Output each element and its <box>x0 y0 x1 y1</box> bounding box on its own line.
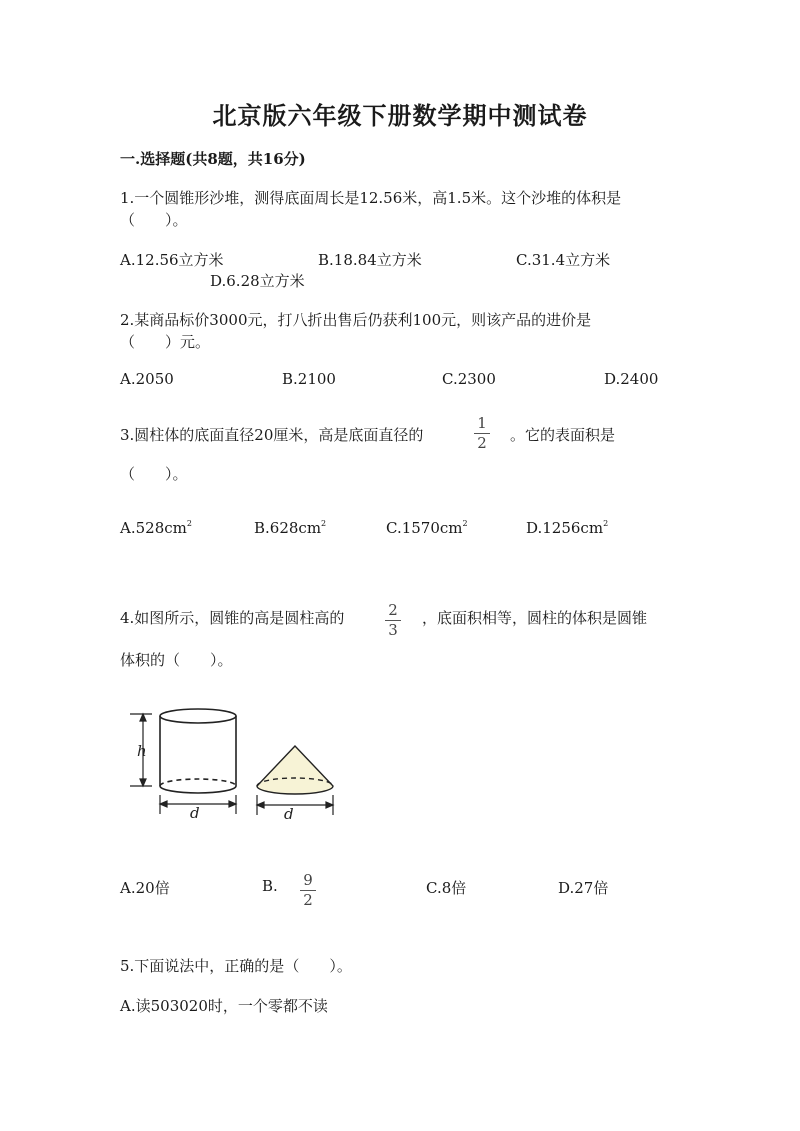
question-3-option-c: $C.1570cm^2$ <box>386 519 468 537</box>
question-4-option-b: B. <box>262 877 278 895</box>
question-3-fraction <box>474 415 490 452</box>
cone-diameter-label: d <box>284 805 294 823</box>
question-2-option-d: D.2400 <box>604 370 659 388</box>
cylinder-diameter-label: d <box>190 804 200 822</box>
page-title: 北京版六年级下册数学期中测试卷 <box>212 101 588 130</box>
question-2-option-a: A.2050 <box>120 370 174 388</box>
cylinder-cone-figure <box>120 695 350 835</box>
question-1-option-b: B.18.84立方米 <box>318 251 422 269</box>
question-2-text: 2.某商品标价3000元，打八折出售后仍获利100元，则该产品的进价是 <box>120 311 592 329</box>
question-4-text: 4.如图所示，圆锥的高是圆柱高的 <box>120 609 345 627</box>
question-1-option-d: D.6.28立方米 <box>210 272 305 290</box>
question-2-blank: （ ）元。 <box>120 333 211 351</box>
question-5-option-a: A.读503020时，一个零都不读 <box>120 997 328 1015</box>
question-1-blank: （ ）。 <box>120 211 188 229</box>
question-3-text: 3.圆柱体的底面直径20厘米，高是底面直径的 <box>120 426 424 444</box>
question-2-option-c: C.2300 <box>442 370 496 388</box>
fraction-denominator: 2 <box>477 434 487 452</box>
cone-diameter-arrow <box>257 795 333 815</box>
fraction-numerator: 9 <box>303 871 313 889</box>
cone-shape <box>257 746 333 794</box>
question-3-option-a: $A.528cm^2$ <box>120 519 192 537</box>
question-3-option-b: $B.628cm^2$ <box>254 519 327 537</box>
question-4-option-d: D.27倍 <box>558 879 609 897</box>
question-4-option-b-fraction <box>300 872 316 909</box>
section-heading: 一.选择题(共8题，共16分) <box>120 150 306 168</box>
question-4-option-c: C.8倍 <box>426 879 467 897</box>
fraction-numerator: 1 <box>477 414 487 432</box>
fraction-denominator: 2 <box>303 891 313 909</box>
question-4-fraction <box>385 602 401 639</box>
question-1-option-c: C.31.4立方米 <box>516 251 611 269</box>
fraction-denominator: 3 <box>388 621 398 639</box>
question-4-blank: 体积的（ ）。 <box>120 651 233 669</box>
fraction-numerator: 2 <box>388 601 398 619</box>
question-3-option-d: $D.1256cm^2$ <box>526 519 609 537</box>
question-1-option-a: A.12.56立方米 <box>120 251 224 269</box>
question-4-option-a: A.20倍 <box>120 879 170 897</box>
height-label: h <box>137 742 147 760</box>
question-5-text: 5.下面说法中，正确的是（ ）。 <box>120 957 352 975</box>
question-1-text: 1.一个圆锥形沙堆，测得底面周长是12.56米，高1.5米。这个沙堆的体积是 <box>120 189 622 207</box>
question-3-text-cont: 。它的表面积是 <box>510 426 616 444</box>
cylinder-shape <box>160 709 236 793</box>
question-4-text-cont: ，底面积相等，圆柱的体积是圆锥 <box>422 609 648 627</box>
question-2-option-b: B.2100 <box>282 370 336 388</box>
question-3-blank: （ ）。 <box>120 465 188 483</box>
